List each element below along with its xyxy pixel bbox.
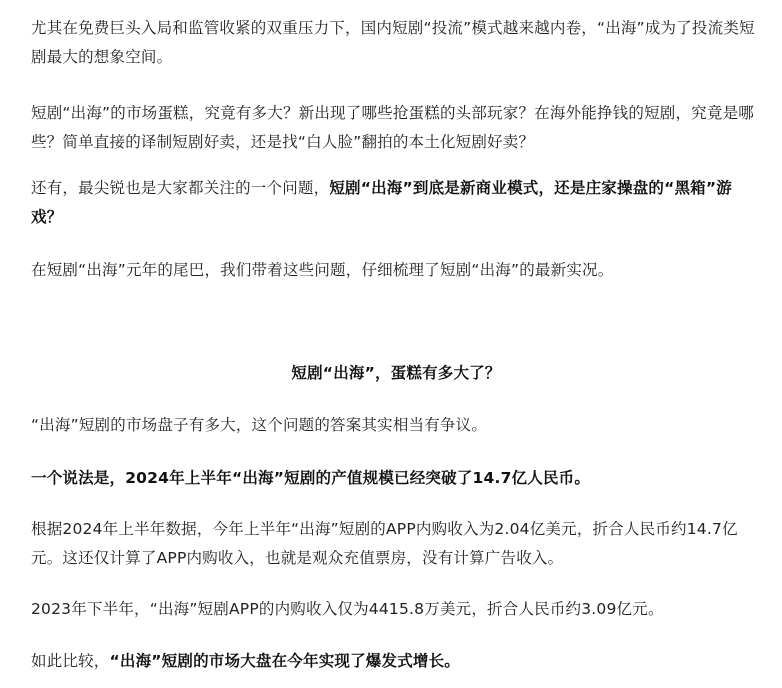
- section-heading: 短剧“出海”，蛋糕有多大了？: [291, 364, 501, 382]
- paragraph-data-2024: 根据2024年上半年数据，今年上半年“出海”短剧的APP内购收入为2.04亿美元，折合人民币约14.7亿元。这还仅计算了APP内购收入，也就是观众充值票房，没有计算广告收入。: [31, 520, 738, 567]
- key-question-bold: 短剧“出海”到底是新商业模式，还是庄家操盘的“黑箱”游戏？: [31, 179, 732, 226]
- paragraph-key-question: [31, 174, 761, 232]
- paragraph-conclusion: [31, 647, 761, 676]
- paragraph-intro: 尤其在免费巨头入局和监管收紧的双重压力下，国内短剧“投流”模式越来越内卷，“出海”成为了投流类短剧最大的想象空间。: [31, 19, 755, 66]
- conclusion-bold: “出海”短剧的市场大盘在今年实现了爆发式增长。: [109, 652, 460, 670]
- paragraph-summary: 在短剧“出海”元年的尾巴，我们带着这些问题，仔细梳理了短剧“出海”的最新实况。: [31, 261, 614, 279]
- key-question-lead: 还有，最尖锐也是大家都关注的一个问题，: [31, 179, 330, 197]
- conclusion-lead: 如此比较，: [31, 652, 110, 670]
- paragraph-questions: 短剧“出海”的市场蛋糕，究竟有多大？新出现了哪些抢蛋糕的头部玩家？在海外能挣钱的短剧，究竟是哪些？简单直接的译制短剧好卖，还是找“白人脸”翻拍的本土化短剧好卖？: [31, 104, 754, 151]
- paragraph-market-size: “出海”短剧的市场盘子有多大，这个问题的答案其实相当有争议。: [31, 416, 488, 434]
- paragraph-data-2023: 2023年下半年，“出海”短剧APP的内购收入仅为4415.8万美元，折合人民币约3.09亿元。: [31, 600, 664, 618]
- paragraph-claim: 一个说法是，2024年上半年“出海”短剧的产值规模已经突破了14.7亿人民币。: [31, 469, 591, 487]
